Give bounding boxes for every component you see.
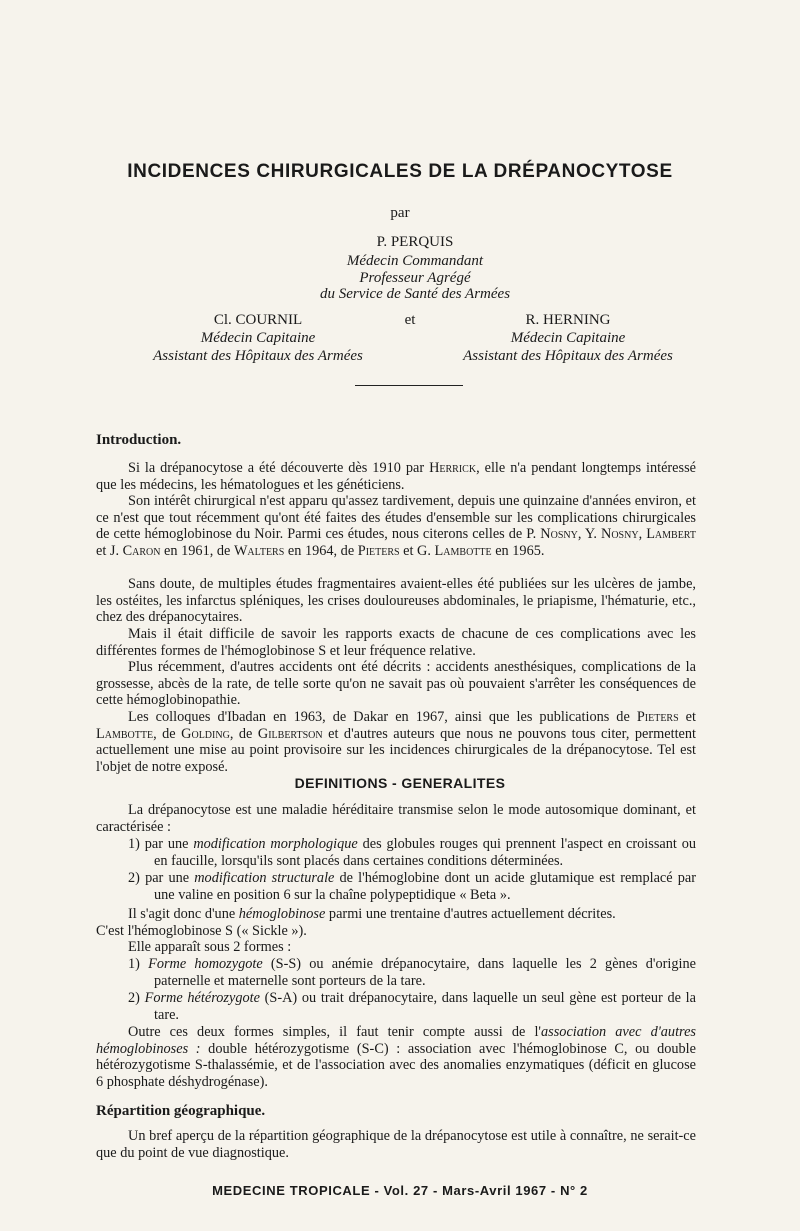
emphasis: modification morphologique <box>193 836 358 852</box>
introduction-heading: Introduction. <box>96 432 182 448</box>
definition-item-4: 2) Forme hétérozygote (S-A) ou trait drépanocytaire, dans laquelle un seul gène est porteur de la tare. <box>128 990 696 1023</box>
author-ref: Herrick <box>429 460 477 476</box>
author-cournil-role-1: Médecin Capitaine <box>200 330 316 346</box>
intro-paragraph-5: Plus récemment, d'autres accidents ont été décrits : accidents anesthésiques, complications de la grossesse, abcès de la rate, de telle sorte qu'on ne savait pas où pouvaient s'arrêter les conséquences de cette hémoglobinopathie. <box>96 659 696 709</box>
article-title: INCIDENCES CHIRURGICALES DE LA DRÉPANOCYTOSE <box>127 161 673 182</box>
byline-et: et <box>404 312 416 328</box>
author-ref: Gilbertson <box>257 725 323 742</box>
author-cournil-name: Cl. COURNIL <box>213 312 303 328</box>
intro-paragraph-1: Si la drépanocytose a été découverte dès 1910 par Herrick, elle n'a pendant longtemps intéressé que les médecins, les hématologues et les généticiens. <box>96 460 696 493</box>
author-herning-role-2: Assistant des Hôpitaux des Armées <box>463 348 673 364</box>
definitions-paragraph-4: Outre ces deux formes simples, il faut tenir compte aussi de l'association avec d'autres hémoglobinoses : double hétérozygotisme (S-C) : association avec l'hémoglobinose C, ou double hétérozygotisme S-thalassémie, et de l'association avec des anomalies enzymatiques (déficit en glucose 6 phosphate déshydrogénase). <box>96 1024 696 1090</box>
emphasis: association avec d'autres hémoglobinoses : <box>96 1024 696 1057</box>
intro-paragraph-6: Les colloques d'Ibadan en 1963, de Dakar en 1967, ainsi que les publications de Pieters et Lambotte, de Golding, de Gilbertson et d'autres auteurs que nous ne pouvons tous citer, permettent actuellement une mise au point provisoire sur les incidences chirurgicales de la drépanocytose. Tel est l'objet de notre exposé. <box>96 709 697 775</box>
emphasis: hémoglobinose <box>238 906 326 922</box>
repartition-paragraph-1: Un bref aperçu de la répartition géographique de la drépanocytose est utile à connaître, ne serait-ce que du point de vue diagnostique. <box>96 1128 696 1161</box>
definition-item-1: 1) par une modification morphologique des globules rouges qui prennent l'aspect en croissant ou en faucille, lorsqu'ils sont placés dans certaines conditions déterminées. <box>128 836 696 869</box>
definition-item-3: 1) Forme homozygote (S-S) ou anémie drépanocytaire, dans laquelle les 2 gènes d'origine paternelle et maternelle sont porteurs de la tare. <box>128 956 697 989</box>
author-ref: Pieters <box>636 709 679 725</box>
definitions-paragraph-1: La drépanocytose est une maladie héréditaire transmise selon le mode autosomique dominant, et caractérisée : <box>96 802 696 835</box>
author-herning-role-1: Médecin Capitaine <box>510 330 626 346</box>
author-ref: Caron <box>122 542 161 559</box>
emphasis: Forme homozygote <box>148 956 263 972</box>
author-ref: Pieters <box>357 542 400 559</box>
emphasis: modification structurale <box>194 870 335 886</box>
definitions-heading: DEFINITIONS - GENERALITES <box>294 775 506 791</box>
emphasis: Forme hétérozygote <box>144 990 260 1006</box>
author-cournil-role-2: Assistant des Hôpitaux des Armées <box>153 348 363 364</box>
byline-par: par <box>390 205 410 221</box>
author-herning-name: R. HERNING <box>525 312 611 328</box>
author-ref: Nosny <box>540 526 578 543</box>
author-perquis-role-1: Médecin Commandant <box>346 253 484 269</box>
author-herning <box>428 311 708 365</box>
author-ref: Nosny <box>601 526 639 543</box>
author-perquis-role-3: du Service de Santé des Armées <box>319 286 511 302</box>
repartition-heading: Répartition géographique. <box>96 1103 266 1119</box>
author-ref: Golding <box>181 725 230 742</box>
intro-paragraph-3: Sans doute, de multiples études fragmentaires avaient-elles été publiées sur les ulcères de jambe, les ostéites, les infarctus spléniques, les crises douloureuses abdominales, le priapisme, l'hématurie, etc., chez des drépanocytaires. <box>96 576 696 626</box>
definitions-paragraph-3: Elle apparaît sous 2 formes : <box>128 939 292 955</box>
author-ref: Walters <box>233 542 285 559</box>
author-ref: Lambotte <box>434 542 492 559</box>
definition-item-2: 2) par une modification structurale de l'hémoglobine dont un acide glutamique est remplacé par une valine en position 6 sur la chaîne polypeptidique « Beta ». <box>128 870 697 903</box>
author-perquis-name: P. PERQUIS <box>376 234 454 250</box>
separator-rule <box>355 385 463 386</box>
journal-footer: MEDECINE TROPICALE - Vol. 27 - Mars-Avril 1967 - N° 2 <box>212 1183 588 1198</box>
author-perquis-role-2: Professeur Agrégé <box>359 270 471 286</box>
intro-paragraph-2: Son intérêt chirurgical n'est apparu qu'assez tardivement, depuis une quinzaine d'années environ, et ce n'est que tout récemment qu'ont été faites des études d'ensemble sur les complications chirurgicales de cette hémoglobinose du Noir. Parmi ces études, nous citerons celles de P. Nosny, Y. Nosny, Lambert et J. Caron en 1961, de Walters en 1964, de Pieters et G. Lambotte en 1965. <box>96 493 696 559</box>
intro-paragraph-4: Mais il était difficile de savoir les rapports exacts de chacune de ces complications avec les différentes formes de l'hémoglobinose S et leur fréquence relative. <box>96 626 696 659</box>
definitions-paragraph-2: Il s'agit donc d'une hémoglobinose parmi une trentaine d'autres actuellement décrites. C'est l'hémoglobinose S (« Sickle »). <box>96 906 616 939</box>
author-ref: Lambotte <box>96 725 154 742</box>
author-ref: Lambert <box>646 526 696 543</box>
